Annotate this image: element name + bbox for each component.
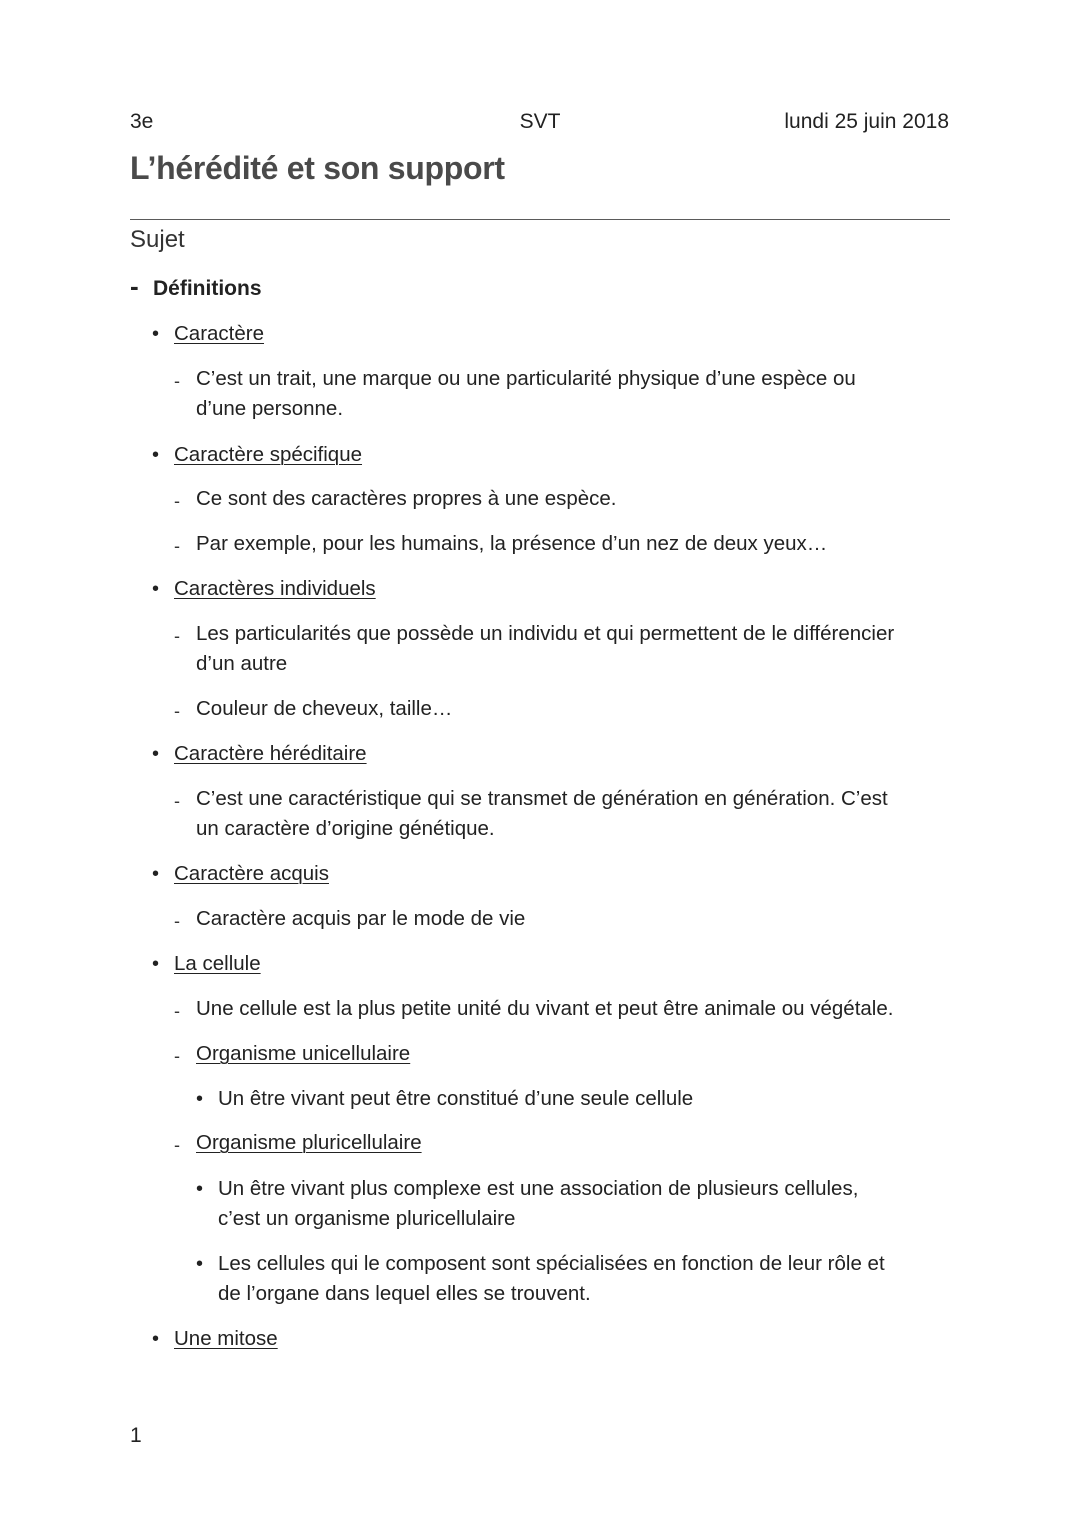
bullet-marker: • bbox=[152, 578, 160, 600]
section-heading: Sujet bbox=[130, 226, 185, 253]
definition-text: d’un autre bbox=[196, 652, 288, 675]
definition-text: c’est un organisme pluricellulaire bbox=[218, 1207, 516, 1230]
definition-text: Par exemple, pour les humains, la présence d’un nez de deux yeux… bbox=[196, 532, 828, 555]
definition-text: C’est une caractéristique qui se transmet de génération en génération. C’est bbox=[196, 787, 888, 810]
term-la-cellule: La cellule bbox=[174, 952, 261, 975]
term-organisme-pluricellulaire: Organisme pluricellulaire bbox=[196, 1131, 422, 1154]
dash-marker: - bbox=[174, 536, 180, 556]
definition-text: Un être vivant peut être constitué d’une seule cellule bbox=[218, 1087, 694, 1110]
term-caracteres-individuels: Caractères individuels bbox=[174, 577, 376, 600]
term-caractere-acquis: Caractère acquis bbox=[174, 862, 329, 885]
page-number: 1 bbox=[130, 1424, 142, 1447]
term-caractere: Caractère bbox=[174, 322, 265, 345]
dash-marker: - bbox=[174, 1001, 180, 1021]
bullet-marker: • bbox=[152, 743, 160, 765]
dash-marker: - bbox=[174, 911, 180, 931]
bullet-marker: • bbox=[152, 323, 160, 345]
term-caractere-hereditaire: Caractère héréditaire bbox=[174, 742, 367, 765]
definition-text: Caractère acquis par le mode de vie bbox=[196, 907, 526, 930]
dash-marker: - bbox=[174, 371, 180, 391]
header-subject: SVT bbox=[519, 110, 561, 133]
definition-text: C’est un trait, une marque ou une particularité physique d’une espèce ou bbox=[196, 367, 856, 390]
definitions-heading: Définitions bbox=[153, 277, 262, 300]
bullet-marker: • bbox=[196, 1178, 204, 1200]
definition-text: Les cellules qui le composent sont spécialisées en fonction de leur rôle et bbox=[218, 1252, 885, 1275]
title-divider bbox=[130, 219, 950, 220]
bullet-marker: • bbox=[152, 444, 160, 466]
definition-text: de l’organe dans lequel elles se trouvent. bbox=[218, 1282, 591, 1305]
dash-marker: - bbox=[174, 491, 180, 511]
header-date: lundi 25 juin 2018 bbox=[784, 110, 949, 133]
term-organisme-unicellulaire: Organisme unicellulaire bbox=[196, 1042, 411, 1065]
definition-text: Les particularités que possède un individu et qui permettent de le différencier bbox=[196, 622, 895, 645]
header-class-level: 3e bbox=[130, 110, 154, 133]
bullet-marker: • bbox=[152, 1328, 160, 1350]
definitions-dash-marker: - bbox=[130, 271, 139, 301]
definition-text: Une cellule est la plus petite unité du vivant et peut être animale ou végétale. bbox=[196, 997, 894, 1020]
term-caractere-specifique: Caractère spécifique bbox=[174, 443, 363, 466]
definition-text: Couleur de cheveux, taille… bbox=[196, 697, 453, 720]
bullet-marker: • bbox=[152, 953, 160, 975]
dash-marker: - bbox=[174, 1046, 180, 1066]
dash-marker: - bbox=[174, 1135, 180, 1155]
term-une-mitose: Une mitose bbox=[174, 1327, 278, 1350]
dash-marker: - bbox=[174, 626, 180, 646]
definition-text: un caractère d’origine génétique. bbox=[196, 817, 495, 840]
bullet-marker: • bbox=[196, 1253, 204, 1275]
definition-text: d’une personne. bbox=[196, 397, 344, 420]
bullet-marker: • bbox=[152, 863, 160, 885]
definition-text: Un être vivant plus complexe est une association de plusieurs cellules, bbox=[218, 1177, 859, 1200]
definition-text: Ce sont des caractères propres à une espèce. bbox=[196, 487, 617, 510]
dash-marker: - bbox=[174, 701, 180, 721]
page-title: L’hérédité et son support bbox=[130, 150, 505, 186]
dash-marker: - bbox=[174, 791, 180, 811]
bullet-marker: • bbox=[196, 1088, 204, 1110]
